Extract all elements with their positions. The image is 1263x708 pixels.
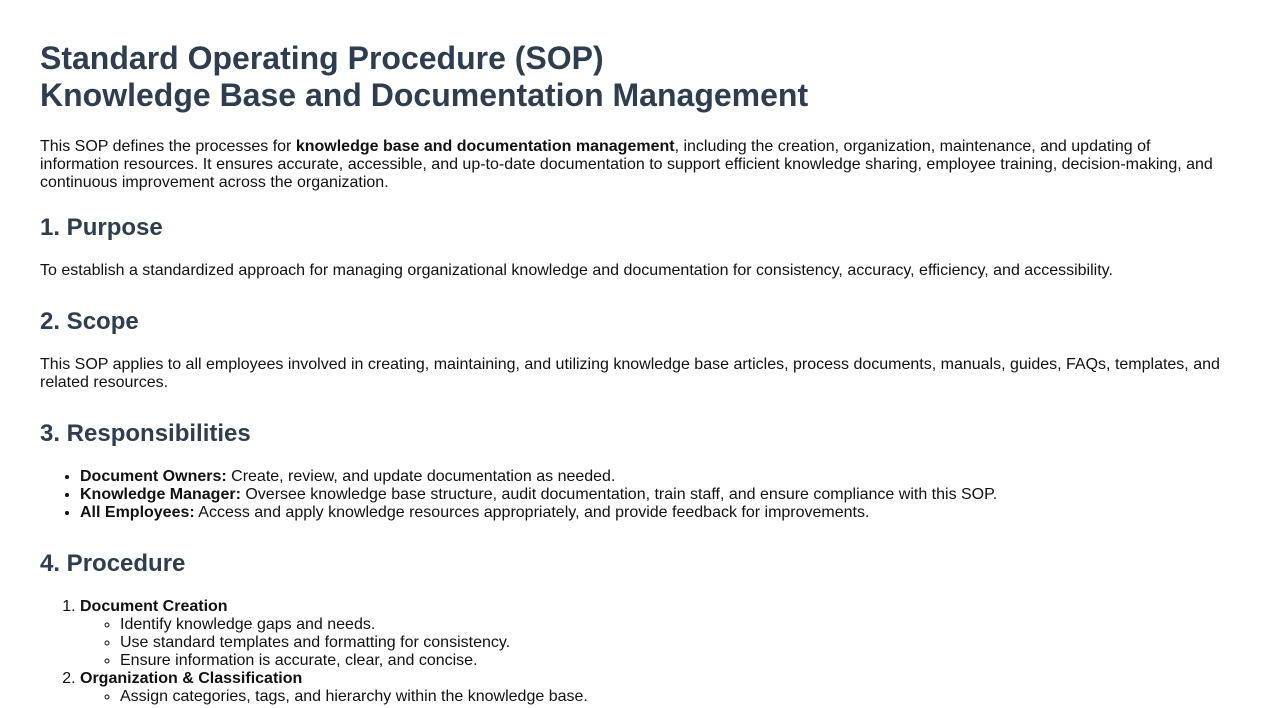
- step-substeps: [80, 616, 1223, 670]
- role-label: All Employees:: [80, 504, 195, 521]
- responsibilities-heading: 3. Responsibilities: [40, 420, 251, 447]
- responsibilities-list: [40, 468, 1223, 522]
- role-description: Oversee knowledge base structure, audit documentation, train staff, and ensure compliance with this SOP.: [240, 486, 998, 503]
- procedure-step: [80, 598, 1223, 670]
- list-item: ◦ Identify knowledge gaps and needs.: [120, 616, 1223, 634]
- intro-paragraph: [40, 138, 1223, 192]
- list-item: ◦ Assign categories, tags, and hierarchy within the knowledge base.: [120, 688, 1223, 706]
- list-item: [80, 486, 1223, 504]
- intro-prefix: This SOP defines the processes for: [40, 138, 296, 155]
- purpose-text: To establish a standardized approach for managing organizational knowledge and documentation for consistency, accuracy, efficiency, and accessibility.: [40, 262, 1113, 279]
- list-item: ◦ Use standard templates and formatting for consistency.: [120, 634, 1223, 652]
- intro-bold-term: knowledge base and documentation management: [295, 138, 675, 155]
- scope-text: This SOP applies to all employees involved in creating, maintaining, and utilizing knowledge base articles, process documents, manuals, guides, FAQs, templates, and related resources.: [40, 356, 1220, 391]
- purpose-heading: 1. Purpose: [40, 214, 163, 241]
- procedure-steps: [40, 598, 1223, 706]
- role-label: Document Owners:: [80, 468, 227, 485]
- list-item: ◦ Ensure information is accurate, clear, and concise.: [120, 652, 1223, 670]
- role-description: Access and apply knowledge resources appropriately, and provide feedback for improvements.: [194, 504, 870, 521]
- procedure-heading: 4. Procedure: [40, 550, 186, 577]
- role-label: Knowledge Manager:: [80, 486, 241, 503]
- role-description: Create, review, and update documentation as needed.: [226, 468, 616, 485]
- step-substeps: [80, 688, 1223, 706]
- list-item: [80, 504, 1223, 522]
- title-line-1: Standard Operating Procedure (SOP): [40, 40, 604, 76]
- page-title: [40, 40, 1223, 114]
- intro-suffix: , including the creation, organization, maintenance, and updating of information resources. It ensures accurate, accessible, and up-to-date documentation to support efficient knowledge sharing, employee training, decision-making, and continuous improvement across the organization.: [40, 138, 1213, 191]
- step-title: Document Creation: [80, 598, 228, 615]
- step-title: Organization & Classification: [80, 670, 303, 687]
- procedure-step: [80, 670, 1223, 706]
- scope-heading: 2. Scope: [40, 308, 139, 335]
- title-line-2: Knowledge Base and Documentation Management: [40, 77, 809, 113]
- list-item: [80, 468, 1223, 486]
